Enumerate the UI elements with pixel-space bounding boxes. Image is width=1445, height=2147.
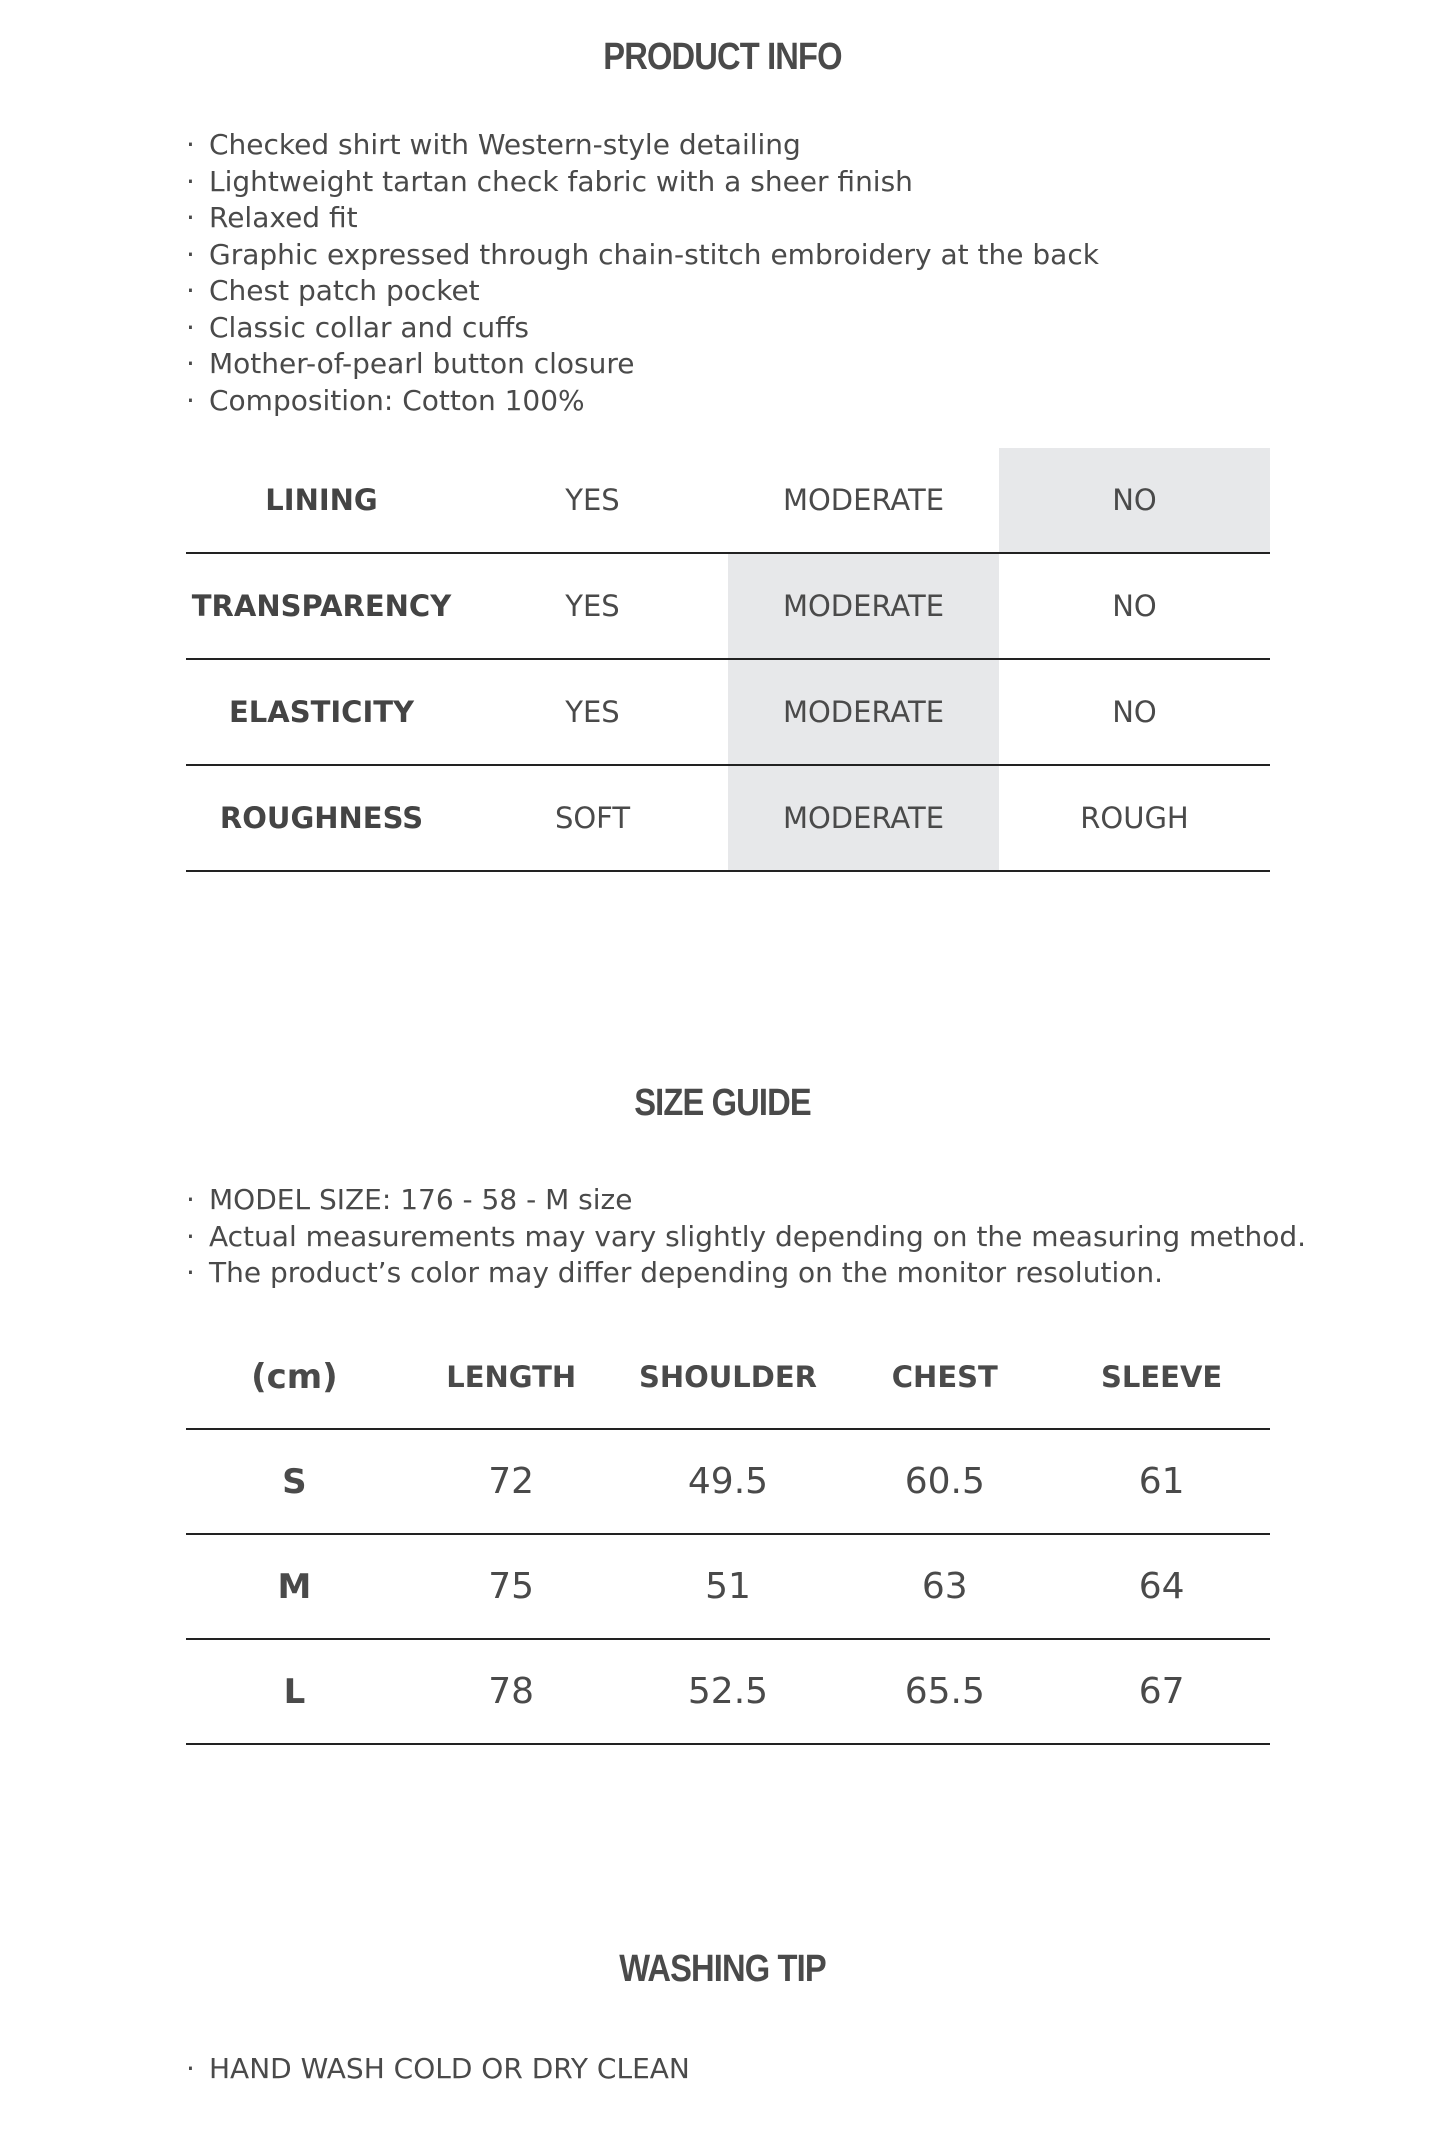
list-item: · HAND WASH COLD OR DRY CLEAN (186, 2052, 690, 2085)
fabric-row-transparency (186, 553, 1270, 659)
size-guide-notes (186, 1182, 1307, 1292)
fabric-option: YES (457, 553, 728, 659)
size-chart-table (186, 1325, 1270, 1745)
fabric-properties-table (186, 448, 1270, 872)
list-item: · Graphic expressed through chain-stitch embroidery at the back (186, 237, 1099, 271)
column-header-unit: (cm) (186, 1325, 403, 1429)
list-item: · Chest patch pocket (186, 274, 480, 307)
size-chart-header-row (186, 1325, 1270, 1429)
column-header-length: LENGTH (403, 1325, 620, 1429)
fabric-row-elasticity (186, 659, 1270, 765)
fabric-attribute-label: ROUGHNESS (186, 765, 457, 871)
column-header-sleeve: SLEEVE (1053, 1325, 1270, 1429)
washing-tip-title: WASHING TIP (619, 1948, 826, 1990)
product-info-title: PRODUCT INFO (603, 36, 842, 78)
table-cell: 75 (403, 1534, 620, 1639)
column-header-chest: CHEST (836, 1325, 1053, 1429)
size-label: S (186, 1429, 403, 1534)
table-row (186, 1429, 1270, 1534)
size-guide-title: SIZE GUIDE (634, 1082, 811, 1124)
fabric-option: YES (457, 659, 728, 765)
fabric-option: ROUGH (999, 765, 1270, 871)
fabric-row-lining (186, 448, 1270, 553)
list-item: · Lightweight tartan check fabric with a sheer finish (186, 164, 913, 198)
washing-tip-list (186, 2051, 1286, 2088)
fabric-option: MODERATE (728, 765, 999, 871)
table-row (186, 1534, 1270, 1639)
table-cell: 67 (1053, 1639, 1270, 1744)
table-cell: 61 (1053, 1429, 1270, 1534)
table-row (186, 1639, 1270, 1744)
size-label: M (186, 1534, 403, 1639)
fabric-option: MODERATE (728, 659, 999, 765)
table-cell: 52.5 (620, 1639, 837, 1744)
table-cell: 51 (620, 1534, 837, 1639)
fabric-option: NO (999, 659, 1270, 765)
fabric-option: NO (999, 553, 1270, 659)
list-item: · The product’s color may differ depending on the monitor resolution. (186, 1256, 1163, 1289)
list-item: · Mother-of-pearl button closure (186, 347, 635, 380)
list-item: · Relaxed fit (186, 201, 358, 234)
table-cell: 60.5 (836, 1429, 1053, 1534)
table-cell: 63 (836, 1534, 1053, 1639)
size-label: L (186, 1639, 403, 1744)
fabric-option: MODERATE (728, 448, 999, 553)
fabric-attribute-label: ELASTICITY (186, 659, 457, 765)
table-cell: 49.5 (620, 1429, 837, 1534)
table-cell: 78 (403, 1639, 620, 1744)
table-cell: 72 (403, 1429, 620, 1534)
fabric-option: SOFT (457, 765, 728, 871)
table-cell: 64 (1053, 1534, 1270, 1639)
product-info-list (186, 127, 1286, 419)
fabric-option: NO (999, 448, 1270, 553)
fabric-attribute-label: TRANSPARENCY (186, 553, 457, 659)
table-cell: 65.5 (836, 1639, 1053, 1744)
fabric-row-roughness (186, 765, 1270, 871)
list-item: · Composition: Cotton 100% (186, 383, 585, 417)
fabric-option: MODERATE (728, 553, 999, 659)
list-item: · Actual measurements may vary slightly depending on the measuring method. (186, 1219, 1307, 1253)
list-item: · Checked shirt with Western-style detailing (186, 128, 801, 161)
list-item: · MODEL SIZE: 176 - 58 - M size (186, 1183, 633, 1216)
list-item: · Classic collar and cuffs (186, 310, 529, 344)
column-header-shoulder: SHOULDER (620, 1325, 837, 1429)
fabric-option: YES (457, 448, 728, 553)
fabric-attribute-label: LINING (186, 448, 457, 553)
